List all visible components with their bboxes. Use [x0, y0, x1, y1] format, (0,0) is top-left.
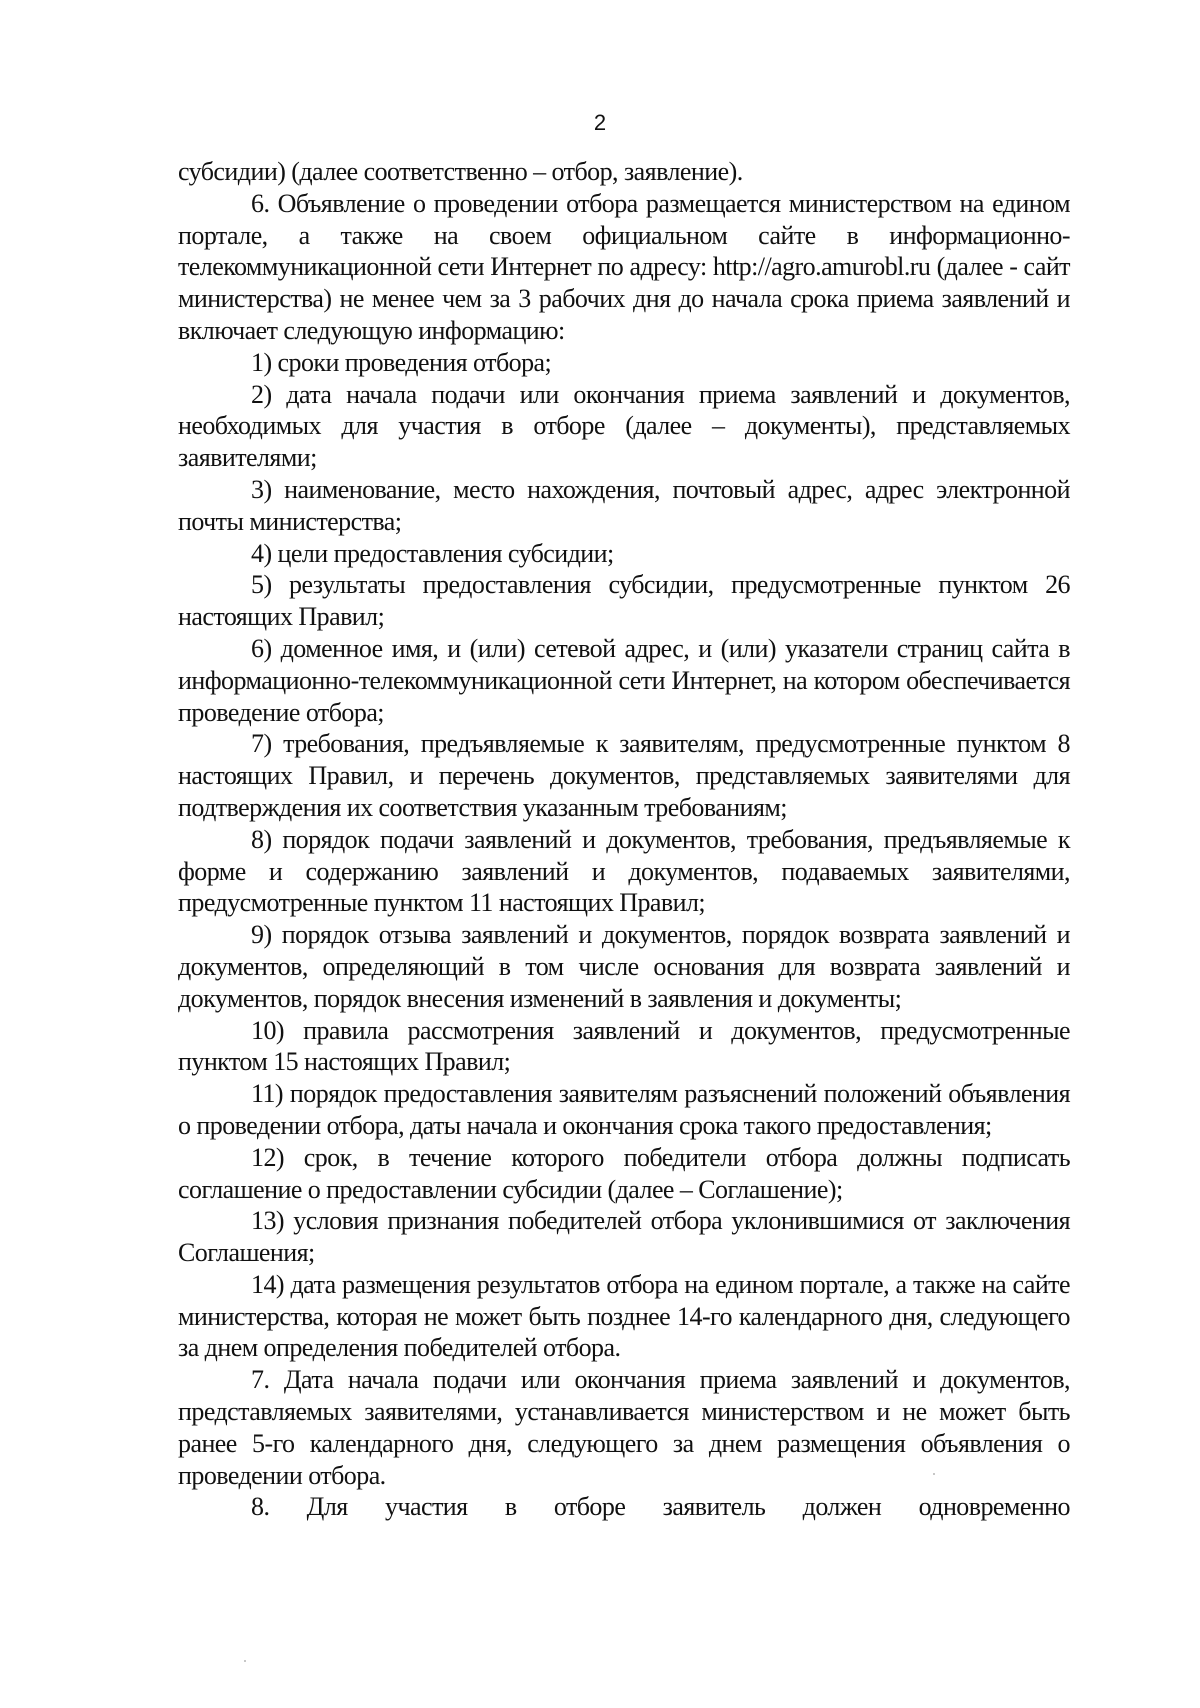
list-item-8: 8) порядок подачи заявлений и документов, требования, предъявляемые к форме и содержанию заявлений и документов, подаваемых заявителями, предусмотренные пунктом 11 настоящих Правил; [178, 824, 1070, 918]
scan-speck [244, 1660, 246, 1662]
list-item-10: 10) правила рассмотрения заявлений и документов, предусмотренные пунктом 15 настоящих Правил; [178, 1015, 1070, 1077]
list-item-3: 3) наименование, место нахождения, почтовый адрес, адрес электронной почты министерства; [178, 474, 1070, 536]
scan-speck [933, 1473, 935, 1475]
list-item-7: 7) требования, предъявляемые к заявителям, предусмотренные пунктом 8 настоящих Правил, и перечень документов, представляемых заявителями для подтверждения их соответствия указанным требованиям; [178, 729, 1070, 822]
list-item-9: 9) порядок отзыва заявлений и документов, порядок возврата заявлений и документов, определяющий в том числе основания для возврата заявлений и документов, порядок внесения изменений в заявления и документы; [178, 920, 1070, 1013]
paragraph-item-6: 6. Объявление о проведении отбора размещается министерством на едином портале, а также на своем официальном сайте в информационно-телекоммуникационной сети Интернет по адресу: http://agro.amurobl.ru (далее - сайт министерства) не менее чем за 3 рабочих дня до начала срока приема заявлений и включает следующую информацию: [178, 188, 1070, 345]
list-item-6: 6) доменное имя, и (или) сетевой адрес, и (или) указатели страниц сайта в информационно-телекоммуникационной сети Интернет, на котором обеспечивается проведение отбора; [178, 633, 1070, 727]
paragraph-item-7: 7. Дата начала подачи или окончания приема заявлений и документов, представляемых заявителями, устанавливается министерством и не может быть ранее 5-го календарного дня, следующего за днем размещения объявления о проведении отбора. [178, 1365, 1070, 1490]
list-item-5: 5) результаты предоставления субсидии, предусмотренные пунктом 26 настоящих Правил; [178, 570, 1070, 632]
paragraph-continuation: субсидии) (далее соответственно – отбор, заявление). [178, 157, 743, 186]
paragraph-item-8: 8. Для участия в отборе заявитель должен одновременно [251, 1492, 1070, 1522]
list-item-2: 2) дата начала подачи или окончания приема заявлений и документов, необходимых для участия в отборе (далее – документы), представляемых заявителями; [178, 379, 1070, 473]
list-item-13: 13) условия признания победителей отбора уклонившимися от заключения Соглашения; [178, 1206, 1070, 1268]
page-number: 2 [593, 110, 607, 135]
document-body [178, 156, 1070, 1523]
list-item-1: 1) сроки проведения отбора; [251, 347, 552, 377]
list-item-4: 4) цели предоставления субсидии; [251, 538, 614, 568]
list-item-11: 11) порядок предоставления заявителям разъяснений положений объявления о проведении отбора, даты начала и окончания срока такого предоставления; [178, 1079, 1070, 1140]
list-item-14: 14) дата размещения результатов отбора на едином портале, а также на сайте министерства, которая не может быть позднее 14-го календарного дня, следующего за днем определения победителей отбора. [178, 1269, 1070, 1363]
list-item-12: 12) срок, в течение которого победители отбора должны подписать соглашение о предоставлении субсидии (далее – Соглашение); [178, 1142, 1070, 1204]
